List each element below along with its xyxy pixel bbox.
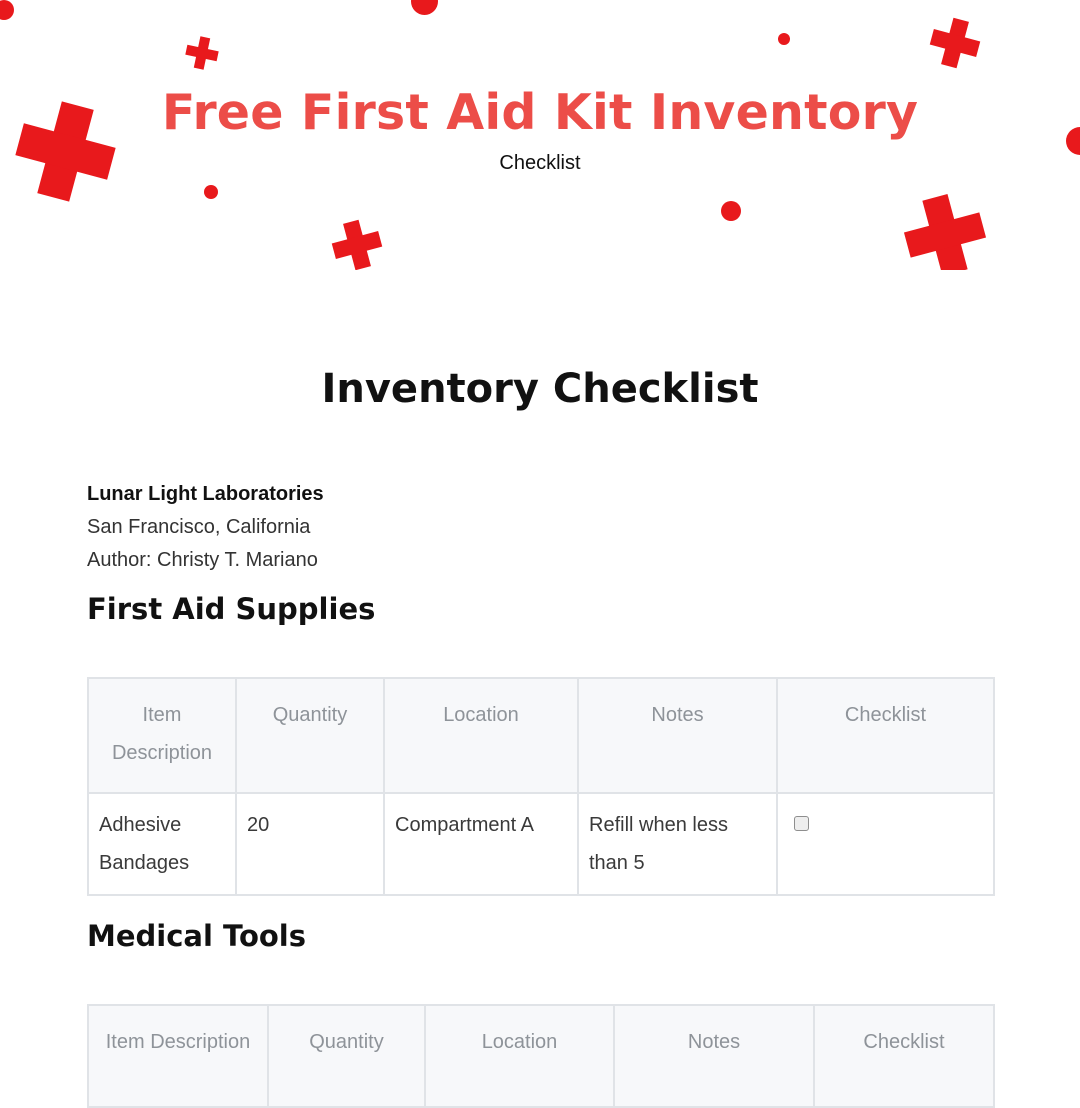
section-heading-first-aid-supplies: First Aid Supplies [87,592,376,626]
column-header-checklist: Checklist [777,678,994,793]
page-title: Inventory Checklist [321,366,759,412]
banner-title: Free First Aid Kit Inventory [161,84,919,141]
column-header-notes: Notes [614,1005,814,1107]
banner-subtitle: Checklist [499,152,581,174]
red-cross-icon [328,216,387,270]
red-dot-icon [411,0,438,15]
first-aid-supplies-table [87,677,995,896]
column-header-checklist: Checklist [814,1005,994,1107]
medical-tools-table [87,1004,995,1108]
red-dot-icon [721,201,741,221]
document-author: Author: Christy T. Mariano [87,549,318,571]
column-header-item-description: Item Description [88,678,236,793]
column-header-location: Location [425,1005,614,1107]
table-row [88,793,994,895]
cell-checklist [777,793,994,895]
column-header-quantity: Quantity [236,678,384,793]
header-banner [0,0,1080,270]
red-cross-icon [183,34,221,72]
organization-location: San Francisco, California [87,516,311,538]
column-header-notes: Notes [578,678,777,793]
cell-item-description: Adhesive Bandages [88,793,236,895]
red-dot-icon [0,0,14,20]
column-header-quantity: Quantity [268,1005,425,1107]
red-cross-icon [897,187,993,270]
column-header-location: Location [384,678,578,793]
red-dot-icon [778,33,790,45]
red-cross-icon [926,14,985,73]
cell-location: Compartment A [384,793,578,895]
checklist-checkbox[interactable] [794,816,809,831]
red-dot-icon [204,185,218,199]
cell-quantity: 20 [236,793,384,895]
organization-name: Lunar Light Laboratories [87,483,324,505]
document-meta [87,478,324,577]
table-header-row [88,1005,994,1107]
section-heading-medical-tools: Medical Tools [87,919,307,953]
table-header-row [88,678,994,793]
column-header-item-description: Item Description [88,1005,268,1107]
cell-notes: Refill when less than 5 [578,793,777,895]
